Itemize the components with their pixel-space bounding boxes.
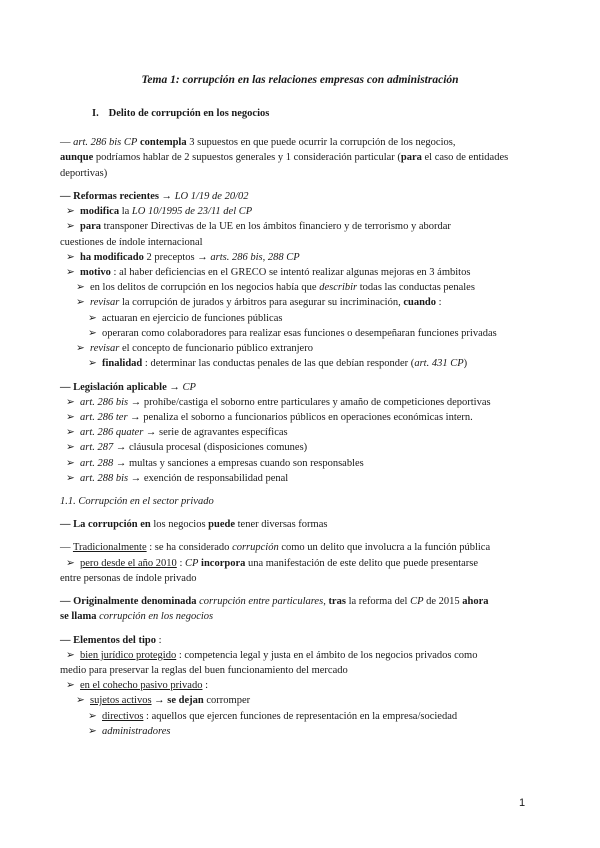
elementos-subsubitem: ➢ directivos : aquellos que ejercen funciones de representación en la empresa/sociedad <box>88 710 458 722</box>
page-title: Tema 1: corrupción en las relaciones empresas con administración <box>141 74 459 86</box>
elementos-subitem: ➢ sujetos activos → se dejan corromper <box>76 695 251 707</box>
elementos-heading: — Elementos del tipo : <box>60 634 162 646</box>
motivo-subsubitem: ➢ operaran como colaboradores para realizar esas funciones o desempeñaran funciones privadas <box>88 327 497 339</box>
document-body <box>60 100 550 739</box>
legislacion-item: ➢ art. 287 → cláusula procesal (disposiciones comunes) <box>66 442 308 454</box>
legislacion-item: ➢ art. 286 ter → penaliza el soborno a funcionarios públicos en operaciones económicas intern. <box>66 411 473 423</box>
section-heading <box>92 106 550 121</box>
reformas-item-continuation: cuestiones de índole internacional <box>60 236 203 248</box>
motivo-subitem: ➢ revisar la corrupción de jurados y árbitros para asegurar su incriminación, cuando : <box>76 297 442 309</box>
legislacion-item: ➢ art. 286 bis → prohíbe/castiga el soborno entre particulares y amaño de competiciones deportivas <box>66 396 491 408</box>
elementos-item: ➢ bien jurídico protegido : competencia legal y justa en el ámbito de los negocios privados como <box>66 649 478 661</box>
motivo-subitem: ➢ revisar el concepto de funcionario público extranjero <box>76 343 313 355</box>
legislacion-heading: — Legislación aplicable → CP <box>60 381 196 393</box>
reformas-heading: — Reformas recientes → LO 1/19 de 20/02 <box>60 190 249 202</box>
paragraph-tradicional: — Tradicionalmente : se ha considerado corrupción como un delito que involucra a la función pública <box>60 542 491 554</box>
page-number: 1 <box>519 797 526 809</box>
section-number: I. <box>92 108 99 119</box>
elementos-subsubitem: ➢ administradores <box>88 725 171 737</box>
legislacion-item: ➢ art. 288 bis → exención de responsabilidad penal <box>66 472 289 484</box>
elementos-item-continuation: medio para preservar la reglas del buen funcionamiento del mercado <box>60 665 348 676</box>
motivo-subsubitem: ➢ actuaran en ejercicio de funciones públicas <box>88 312 283 324</box>
intro-paragraph: — art. 286 bis CP contempla 3 supuestos en que puede ocurrir la corrupción de los negocios, aunque podríamos hablar de 2 supuestos generales y 1 consideración particular (para el caso de entidades deportivas) <box>60 137 509 179</box>
legislacion-item: ➢ art. 286 quater → serie de agravantes específicas <box>66 427 288 439</box>
paragraph-originalmente: — Originalmente denominada corrupción entre particulares, tras la reforma del CP de 2015 ahora se llama corrupción en los negocios <box>60 596 489 623</box>
tradicional-item: ➢ pero desde el año 2010 : CP incorpora una manifestación de este delito que puede presentarse <box>66 557 479 569</box>
elementos-item: ➢ en el cohecho pasivo privado : <box>66 680 209 692</box>
reformas-item: ➢ ha modificado 2 preceptos → arts. 286 bis, 288 CP <box>66 251 300 263</box>
motivo-subitem: ➢ en los delitos de corrupción en los negocios había que describir todas las conductas penales <box>76 282 475 294</box>
legislacion-item: ➢ art. 288 → multas y sanciones a empresas cuando son responsables <box>66 457 364 469</box>
reformas-item: ➢ para transponer Directivas de la UE en los ámbitos financiero y de terrorismo y abordar <box>66 221 451 233</box>
paragraph-corrupcion: — La corrupción en los negocios puede tener diversas formas <box>60 519 328 531</box>
section-label: Delito de corrupción en los negocios <box>108 108 270 119</box>
tradicional-item-continuation: entre personas de índole privado <box>60 572 197 584</box>
motivo-subsubitem: ➢ finalidad : determinar las conductas penales de las que debían responder (art. 431 CP) <box>88 358 468 370</box>
subsection-heading: 1.1. Corrupción en el sector privado <box>60 496 214 508</box>
reformas-item: ➢ motivo : al haber deficiencias en el GRECO se intentó realizar algunas mejoras en 3 ámbitos <box>66 266 471 278</box>
reformas-item: ➢ modifica la LO 10/1995 de 23/11 del CP <box>66 206 253 218</box>
